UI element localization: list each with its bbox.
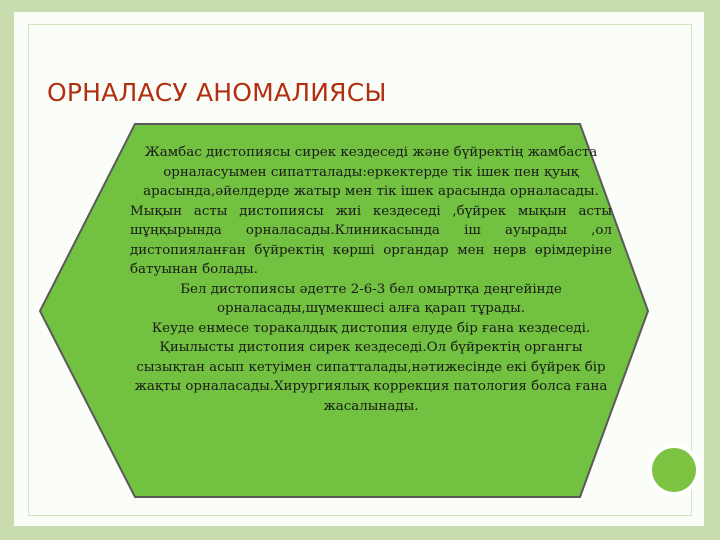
paragraph-thoracic-crossed-dystopia: Кеуде енмесе торакалдық дистопия елуде бір ғана кездеседі. Қиылысты дистопия сирек кездеседі.Ол бүйректің органгы сызықтан асып кетуімен сипатталады,нәтижесінде екі бүйрек бір жақты орналасады.Хирургиялық коррекция патология болса ғана жасалынады.	[134, 320, 608, 414]
paragraph-pelvic-dystopia: Жамбас дистопиясы сирек кездеседі және бүйректің жамбаста орналасуымен сипатталады:еркектерде тік ішек пен қуық арасында,әйелдерде жатыр мен тік ішек арасында орналасады.	[143, 145, 599, 199]
paragraph-lumbar-dystopia: Бел дистопиясы әдетте 2-6-3 бел омыртқа деңгейінде орналасады,шүмекшесі алға қарап тұрады.	[180, 281, 562, 316]
hexagon-text	[130, 143, 612, 416]
slide-title: ОРНАЛАСУ АНОМАЛИЯСЫ	[47, 78, 387, 107]
green-circle-decoration	[652, 448, 696, 492]
paragraph-iliac-dystopia: Мықын асты дистопиясы жиі кездеседі ,бүйрек мықын асты шұңқырында орналасады.Клиникасында іш ауырады ,ол дистопияланған бүйректің көрші органдар мен нерв өрімдеріне батуынан болады.	[130, 203, 612, 277]
